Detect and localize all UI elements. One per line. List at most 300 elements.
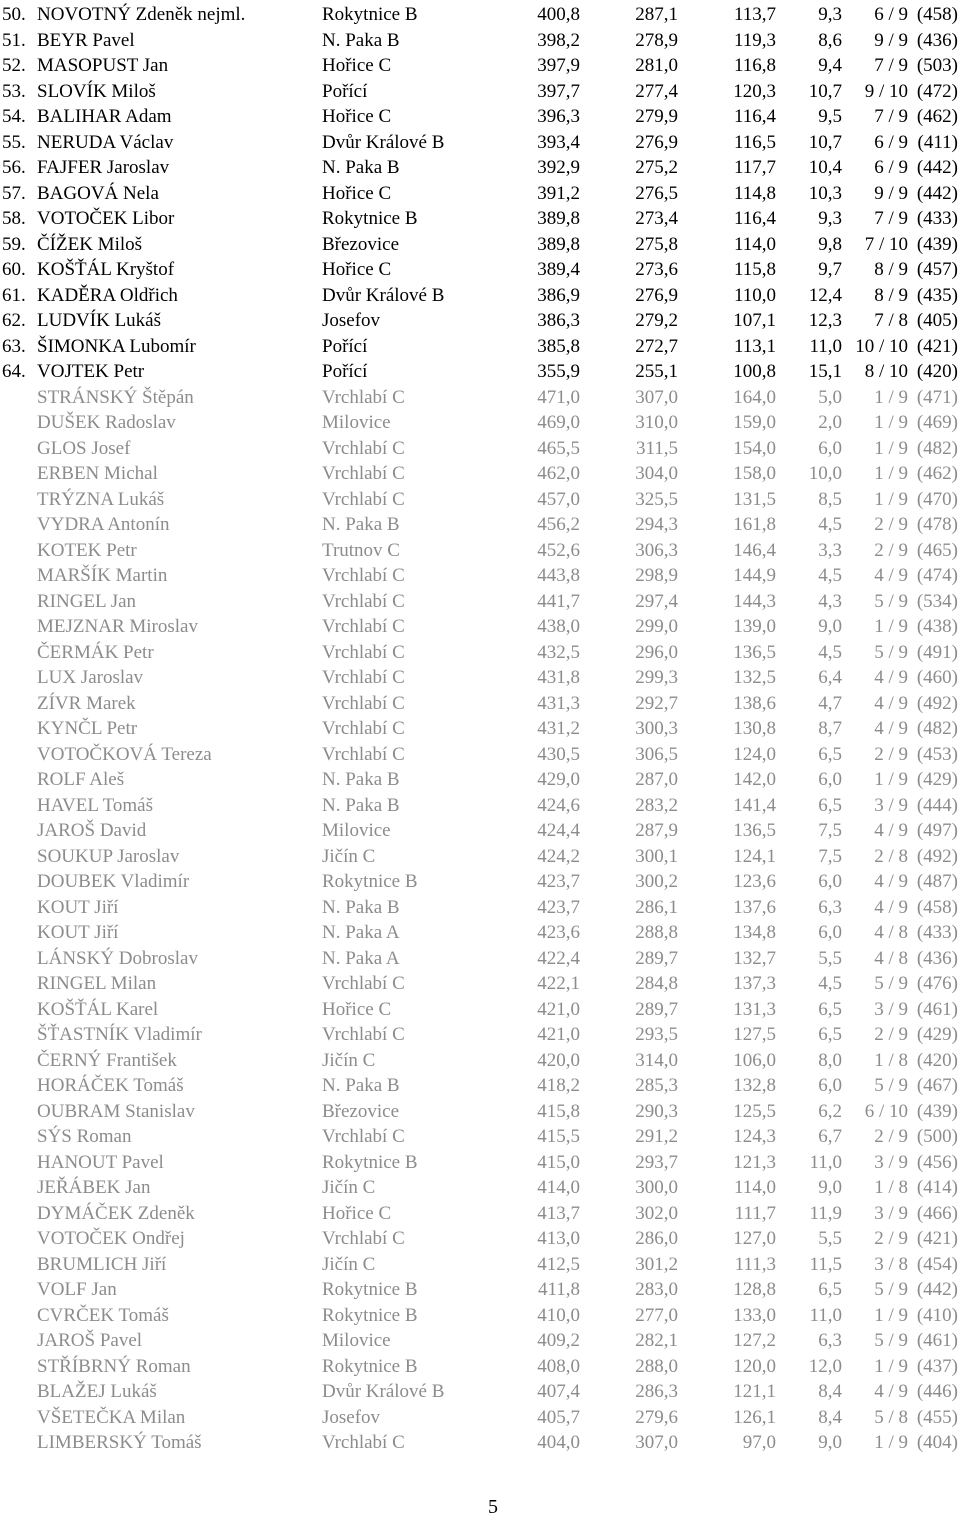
lanes-cell: 1 / 9	[874, 437, 908, 459]
name-cell: KOŠŤÁL Karel	[37, 998, 159, 1020]
full-cell: 279,9	[635, 106, 678, 127]
name-cell: DOUBEK Vladimír	[37, 871, 190, 892]
name-cell: KOUT Jiří	[37, 896, 119, 918]
club-cell: Dvůr Králové B	[322, 1381, 445, 1402]
rank-cell: 59.	[2, 233, 26, 255]
clear-cell: 123,6	[733, 871, 776, 892]
name-cell: VOTOČKOVÁ Tereza	[37, 743, 212, 765]
total-cell: 443,8	[537, 565, 580, 586]
clear-cell: 132,8	[733, 1075, 776, 1096]
full-cell: 306,3	[635, 539, 678, 561]
total-cell: 471,0	[537, 386, 580, 408]
name-cell: JEŘÁBEK Jan	[37, 1177, 151, 1198]
miss-cell: 9,0	[818, 616, 842, 637]
miss-cell: 4,5	[818, 565, 842, 586]
clear-cell: 126,1	[733, 1406, 776, 1428]
avg-cell: (454)	[916, 1253, 958, 1275]
table-row	[0, 997, 960, 1023]
rank-cell: 51.	[2, 29, 26, 51]
avg-cell: (491)	[916, 641, 958, 663]
name-cell: ČÍŽEK Miloš	[37, 233, 143, 255]
full-cell: 302,0	[635, 1202, 678, 1224]
total-cell: 413,0	[537, 1228, 580, 1249]
total-cell: 400,8	[537, 4, 580, 25]
total-cell: 420,0	[537, 1049, 580, 1071]
name-cell: VOTOČEK Libor	[37, 208, 175, 229]
lanes-cell: 4 / 9	[874, 896, 908, 918]
clear-cell: 128,8	[733, 1279, 776, 1300]
name-cell: KADĚRA Oldřich	[37, 284, 178, 306]
lanes-cell: 1 / 9	[874, 463, 908, 484]
table-row	[0, 104, 960, 130]
club-cell: Hořice C	[322, 55, 392, 76]
full-cell: 325,5	[635, 488, 678, 510]
clear-cell: 133,0	[733, 1304, 776, 1326]
lanes-cell: 7 / 9	[874, 208, 908, 229]
clear-cell: 120,3	[733, 80, 776, 102]
total-cell: 465,5	[537, 437, 580, 459]
avg-cell: (462)	[916, 463, 958, 484]
clear-cell: 120,0	[733, 1355, 776, 1377]
avg-cell: (455)	[916, 1406, 958, 1428]
full-cell: 296,0	[635, 641, 678, 663]
avg-cell: (421)	[916, 335, 958, 357]
miss-cell: 11,5	[809, 1253, 842, 1275]
total-cell: 424,6	[537, 794, 580, 816]
club-cell: Trutnov C	[322, 539, 400, 561]
full-cell: 283,0	[635, 1279, 678, 1300]
table-row	[0, 1124, 960, 1150]
lanes-cell: 1 / 9	[874, 1304, 908, 1326]
full-cell: 275,8	[635, 233, 678, 255]
full-cell: 304,0	[635, 463, 678, 484]
total-cell: 452,6	[537, 539, 580, 561]
avg-cell: (492)	[916, 692, 958, 714]
club-cell: Vrchlabí C	[322, 616, 405, 637]
club-cell: Vrchlabí C	[322, 1228, 405, 1249]
table-row	[0, 1048, 960, 1074]
rank-cell: 56.	[2, 157, 26, 178]
miss-cell: 10,7	[808, 80, 842, 102]
name-cell: DYMÁČEK Zdeněk	[37, 1202, 195, 1224]
lanes-cell: 4 / 9	[874, 565, 908, 586]
table-row	[0, 283, 960, 309]
miss-cell: 6,3	[818, 1330, 842, 1351]
table-row	[0, 1379, 960, 1405]
miss-cell: 15,1	[808, 361, 842, 382]
total-cell: 423,7	[537, 896, 580, 918]
lanes-cell: 4 / 9	[874, 667, 908, 688]
clear-cell: 141,4	[733, 794, 776, 816]
lanes-cell: 8 / 10	[864, 361, 908, 382]
miss-cell: 12,3	[808, 310, 842, 331]
club-cell: Hořice C	[322, 182, 392, 204]
rank-cell: 50.	[2, 4, 26, 25]
club-cell: Vrchlabí C	[322, 1432, 405, 1453]
miss-cell: 6,4	[818, 667, 842, 688]
miss-cell: 11,9	[809, 1202, 842, 1224]
total-cell: 424,2	[537, 845, 580, 867]
table-row	[0, 410, 960, 436]
avg-cell: (460)	[916, 667, 958, 688]
club-cell: N. Paka B	[322, 896, 400, 918]
miss-cell: 10,0	[808, 463, 842, 484]
avg-cell: (482)	[916, 437, 958, 459]
clear-cell: 131,5	[733, 488, 776, 510]
name-cell: JAROŠ David	[37, 820, 147, 841]
miss-cell: 3,3	[818, 539, 842, 561]
miss-cell: 6,0	[818, 1075, 842, 1096]
rank-cell: 60.	[2, 259, 26, 280]
table-row	[0, 206, 960, 232]
total-cell: 469,0	[537, 412, 580, 433]
avg-cell: (453)	[916, 743, 958, 765]
lanes-cell: 7 / 8	[874, 310, 908, 331]
total-cell: 404,0	[537, 1432, 580, 1453]
clear-cell: 137,6	[733, 896, 776, 918]
clear-cell: 106,0	[733, 1049, 776, 1071]
name-cell: MEJZNAR Miroslav	[37, 616, 198, 637]
table-row	[0, 512, 960, 538]
club-cell: Březovice	[322, 233, 400, 255]
miss-cell: 7,5	[818, 820, 842, 841]
total-cell: 405,7	[537, 1406, 580, 1428]
avg-cell: (442)	[916, 157, 958, 178]
miss-cell: 5,5	[818, 947, 842, 969]
club-cell: Rokytnice B	[322, 1355, 418, 1377]
avg-cell: (442)	[916, 1279, 958, 1300]
name-cell: RINGEL Jan	[37, 590, 137, 612]
club-cell: Vrchlabí C	[322, 463, 405, 484]
miss-cell: 9,0	[818, 1432, 842, 1453]
name-cell: MASOPUST Jan	[37, 55, 169, 76]
clear-cell: 127,5	[733, 1024, 776, 1045]
total-cell: 418,2	[537, 1075, 580, 1096]
clear-cell: 125,5	[733, 1100, 776, 1122]
club-cell: Jičín C	[322, 1049, 376, 1071]
table-row	[0, 716, 960, 742]
lanes-cell: 5 / 9	[874, 1075, 908, 1096]
total-cell: 413,7	[537, 1202, 580, 1224]
rank-cell: 62.	[2, 310, 26, 331]
rank-cell: 57.	[2, 182, 26, 204]
table-row	[0, 691, 960, 717]
table-row	[0, 53, 960, 79]
avg-cell: (438)	[916, 616, 958, 637]
avg-cell: (437)	[916, 1355, 958, 1377]
club-cell: N. Paka B	[322, 794, 400, 816]
total-cell: 421,0	[537, 998, 580, 1020]
full-cell: 299,0	[635, 616, 678, 637]
avg-cell: (444)	[916, 794, 958, 816]
total-cell: 355,9	[537, 361, 580, 382]
miss-cell: 10,4	[808, 157, 842, 178]
club-cell: Milovice	[322, 820, 391, 841]
total-cell: 409,2	[537, 1330, 580, 1351]
club-cell: Milovice	[322, 1330, 391, 1351]
club-cell: N. Paka B	[322, 769, 400, 790]
clear-cell: 130,8	[733, 718, 776, 739]
rank-cell: 52.	[2, 55, 26, 76]
miss-cell: 5,5	[818, 1228, 842, 1249]
clear-cell: 100,8	[733, 361, 776, 382]
full-cell: 282,1	[635, 1330, 678, 1351]
table-row	[0, 1252, 960, 1278]
total-cell: 431,2	[537, 718, 580, 739]
lanes-cell: 4 / 9	[874, 820, 908, 841]
total-cell: 422,1	[537, 973, 580, 994]
full-cell: 299,3	[635, 667, 678, 688]
clear-cell: 110,0	[733, 284, 776, 306]
total-cell: 457,0	[537, 488, 580, 510]
full-cell: 301,2	[635, 1253, 678, 1275]
miss-cell: 6,5	[818, 998, 842, 1020]
table-row	[0, 946, 960, 972]
table-row	[0, 1328, 960, 1354]
full-cell: 300,3	[635, 718, 678, 739]
table-row	[0, 130, 960, 156]
table-row	[0, 79, 960, 105]
full-cell: 289,7	[635, 947, 678, 969]
total-cell: 411,8	[537, 1279, 580, 1300]
avg-cell: (458)	[916, 4, 958, 25]
table-row	[0, 461, 960, 487]
avg-cell: (442)	[916, 182, 958, 204]
name-cell: DUŠEK Radoslav	[37, 412, 176, 433]
clear-cell: 131,3	[733, 998, 776, 1020]
avg-cell: (472)	[916, 80, 958, 102]
club-cell: Hořice C	[322, 1202, 392, 1224]
total-cell: 389,4	[537, 259, 580, 280]
lanes-cell: 2 / 9	[874, 743, 908, 765]
clear-cell: 144,3	[733, 590, 776, 612]
avg-cell: (429)	[916, 769, 958, 790]
lanes-cell: 6 / 9	[874, 4, 908, 25]
clear-cell: 121,1	[733, 1381, 776, 1402]
lanes-cell: 7 / 9	[874, 106, 908, 127]
club-cell: Vrchlabí C	[322, 667, 405, 688]
table-row	[0, 257, 960, 283]
name-cell: VOJTEK Petr	[37, 361, 145, 382]
table-row	[0, 589, 960, 615]
avg-cell: (404)	[916, 1432, 958, 1453]
name-cell: HAVEL Tomáš	[37, 794, 154, 816]
miss-cell: 8,4	[818, 1381, 842, 1402]
name-cell: ŠŤASTNÍK Vladimír	[37, 1024, 202, 1045]
miss-cell: 9,3	[818, 4, 842, 25]
club-cell: Pořící	[322, 361, 368, 382]
avg-cell: (439)	[916, 1100, 958, 1122]
full-cell: 291,2	[635, 1126, 678, 1147]
name-cell: BEYR Pavel	[37, 29, 135, 51]
name-cell: KYNČL Petr	[37, 718, 138, 739]
full-cell: 277,0	[635, 1304, 678, 1326]
name-cell: LUX Jaroslav	[37, 667, 144, 688]
name-cell: VŠETEČKA Milan	[37, 1406, 186, 1428]
club-cell: Hořice C	[322, 106, 392, 127]
full-cell: 285,3	[635, 1075, 678, 1096]
total-cell: 423,7	[537, 871, 580, 892]
lanes-cell: 7 / 10	[864, 233, 908, 255]
total-cell: 412,5	[537, 1253, 580, 1275]
clear-cell: 146,4	[733, 539, 776, 561]
name-cell: HORÁČEK Tomáš	[37, 1075, 184, 1096]
avg-cell: (433)	[916, 208, 958, 229]
avg-cell: (500)	[916, 1126, 958, 1147]
clear-cell: 114,8	[733, 182, 776, 204]
table-row	[0, 308, 960, 334]
table-row	[0, 640, 960, 666]
clear-cell: 114,0	[733, 233, 776, 255]
club-cell: Rokytnice B	[322, 208, 418, 229]
name-cell: TRÝZNA Lukáš	[37, 488, 165, 510]
lanes-cell: 7 / 9	[874, 55, 908, 76]
full-cell: 294,3	[635, 514, 678, 535]
avg-cell: (405)	[916, 310, 958, 331]
table-row	[0, 1226, 960, 1252]
total-cell: 431,3	[537, 692, 580, 714]
total-cell: 438,0	[537, 616, 580, 637]
rank-cell: 55.	[2, 131, 26, 153]
miss-cell: 6,5	[818, 794, 842, 816]
miss-cell: 12,0	[808, 1355, 842, 1377]
lanes-cell: 9 / 9	[874, 182, 908, 204]
full-cell: 297,4	[635, 590, 678, 612]
lanes-cell: 9 / 9	[874, 29, 908, 51]
table-row	[0, 155, 960, 181]
club-cell: Milovice	[322, 412, 391, 433]
full-cell: 279,2	[635, 310, 678, 331]
club-cell: Dvůr Králové B	[322, 284, 445, 306]
clear-cell: 116,8	[733, 55, 776, 76]
avg-cell: (436)	[916, 947, 958, 969]
name-cell: VYDRA Antonín	[37, 514, 170, 535]
table-row	[0, 1099, 960, 1125]
rank-cell: 64.	[2, 361, 26, 382]
full-cell: 314,0	[635, 1049, 678, 1071]
avg-cell: (461)	[916, 998, 958, 1020]
full-cell: 300,1	[635, 845, 678, 867]
club-cell: Rokytnice B	[322, 4, 418, 25]
club-cell: Dvůr Králové B	[322, 131, 445, 153]
clear-cell: 121,3	[733, 1151, 776, 1173]
club-cell: Vrchlabí C	[322, 590, 405, 612]
lanes-cell: 2 / 9	[874, 1228, 908, 1249]
table-row	[0, 1405, 960, 1431]
table-row	[0, 1022, 960, 1048]
name-cell: LUDVÍK Lukáš	[37, 310, 162, 331]
total-cell: 393,4	[537, 131, 580, 153]
miss-cell: 11,0	[809, 1304, 842, 1326]
lanes-cell: 4 / 8	[874, 947, 908, 969]
club-cell: N. Paka B	[322, 1075, 400, 1096]
rank-cell: 58.	[2, 208, 26, 229]
avg-cell: (439)	[916, 233, 958, 255]
miss-cell: 7,5	[818, 845, 842, 867]
lanes-cell: 5 / 9	[874, 641, 908, 663]
club-cell: Vrchlabí C	[322, 692, 405, 714]
total-cell: 410,0	[537, 1304, 580, 1326]
avg-cell: (457)	[916, 259, 958, 280]
full-cell: 293,5	[635, 1024, 678, 1045]
name-cell: BRUMLICH Jiří	[37, 1253, 167, 1275]
avg-cell: (458)	[916, 896, 958, 918]
table-row	[0, 818, 960, 844]
lanes-cell: 4 / 9	[874, 718, 908, 739]
club-cell: Jičín C	[322, 845, 376, 867]
miss-cell: 4,3	[818, 590, 842, 612]
miss-cell: 9,5	[818, 106, 842, 127]
full-cell: 311,5	[635, 437, 678, 459]
miss-cell: 6,0	[818, 871, 842, 892]
clear-cell: 114,0	[733, 1177, 776, 1198]
club-cell: Vrchlabí C	[322, 641, 405, 663]
name-cell: STŘÍBRNÝ Roman	[37, 1355, 191, 1377]
clear-cell: 115,8	[733, 259, 776, 280]
full-cell: 284,8	[635, 973, 678, 994]
lanes-cell: 10 / 10	[855, 335, 908, 357]
club-cell: Hořice C	[322, 998, 392, 1020]
name-cell: VOTOČEK Ondřej	[37, 1228, 185, 1249]
clear-cell: 137,3	[733, 973, 776, 994]
total-cell: 415,0	[537, 1151, 580, 1173]
miss-cell: 4,5	[818, 973, 842, 994]
full-cell: 255,1	[635, 361, 678, 382]
avg-cell: (436)	[916, 29, 958, 51]
clear-cell: 113,7	[733, 4, 776, 25]
full-cell: 286,1	[635, 896, 678, 918]
club-cell: N. Paka A	[322, 947, 400, 969]
avg-cell: (421)	[916, 1228, 958, 1249]
full-cell: 300,2	[635, 871, 678, 892]
total-cell: 430,5	[537, 743, 580, 765]
miss-cell: 8,4	[818, 1406, 842, 1428]
club-cell: Rokytnice B	[322, 1151, 418, 1173]
full-cell: 276,5	[635, 182, 678, 204]
avg-cell: (410)	[916, 1304, 958, 1326]
miss-cell: 6,2	[818, 1100, 842, 1122]
name-cell: KOUT Jiří	[37, 922, 119, 943]
club-cell: Vrchlabí C	[322, 973, 405, 994]
miss-cell: 9,4	[818, 55, 842, 76]
miss-cell: 12,4	[808, 284, 842, 306]
table-row	[0, 1201, 960, 1227]
table-row	[0, 2, 960, 28]
table-row	[0, 793, 960, 819]
lanes-cell: 2 / 9	[874, 1024, 908, 1045]
avg-cell: (482)	[916, 718, 958, 739]
table-row	[0, 1150, 960, 1176]
miss-cell: 9,8	[818, 233, 842, 255]
avg-cell: (466)	[916, 1202, 958, 1224]
club-cell: Pořící	[322, 335, 368, 357]
miss-cell: 10,3	[808, 182, 842, 204]
lanes-cell: 2 / 9	[874, 514, 908, 535]
lanes-cell: 4 / 9	[874, 871, 908, 892]
clear-cell: 107,1	[733, 310, 776, 331]
full-cell: 310,0	[635, 412, 678, 433]
name-cell: MARŠÍK Martin	[37, 565, 168, 586]
name-cell: ŠIMONKA Lubomír	[37, 335, 196, 357]
name-cell: RINGEL Milan	[37, 973, 157, 994]
full-cell: 306,5	[635, 743, 678, 765]
clear-cell: 117,7	[733, 157, 776, 178]
miss-cell: 6,0	[818, 769, 842, 790]
full-cell: 292,7	[635, 692, 678, 714]
clear-cell: 159,0	[733, 412, 776, 433]
clear-cell: 111,7	[734, 1202, 776, 1224]
miss-cell: 10,7	[808, 131, 842, 153]
